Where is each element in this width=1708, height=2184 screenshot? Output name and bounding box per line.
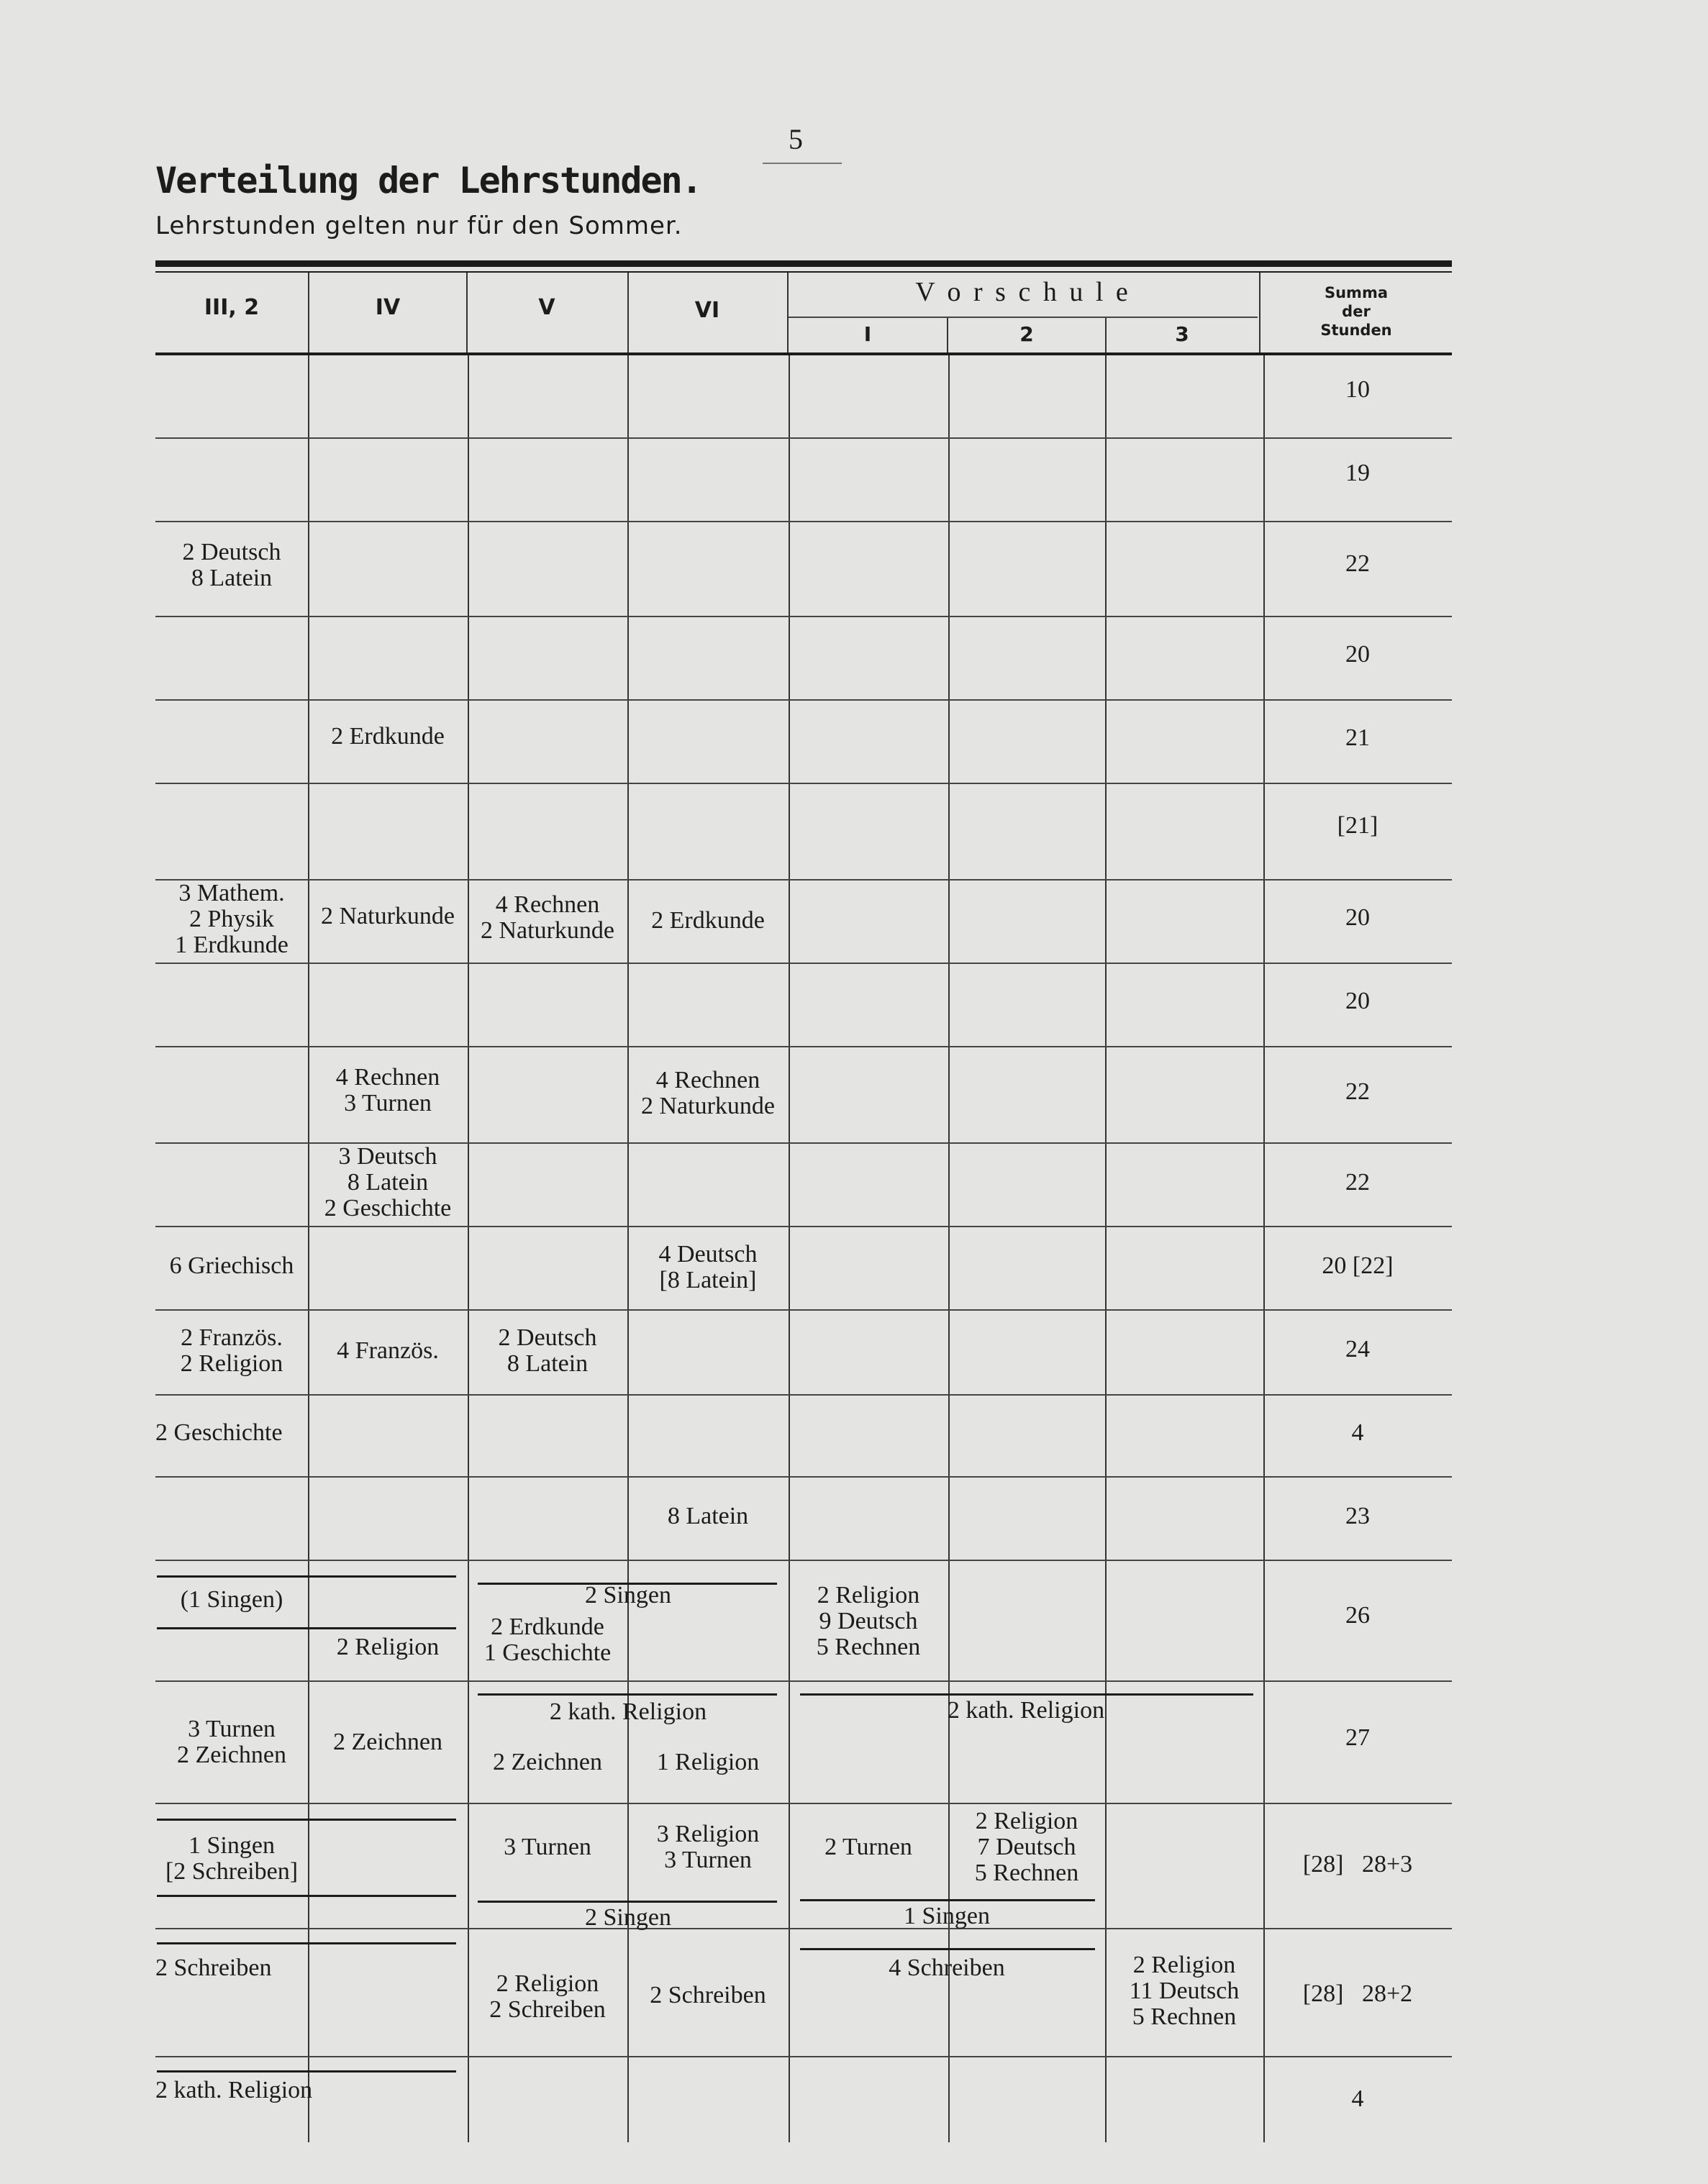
sum-cell: [28] 28+2 bbox=[1302, 1980, 1413, 2007]
row-divider bbox=[155, 521, 1452, 522]
cell: 2 kath. Religion bbox=[549, 1698, 707, 1725]
row-divider bbox=[155, 2056, 1452, 2057]
header-v1: I bbox=[863, 322, 872, 346]
column-divider bbox=[789, 355, 790, 2142]
page-title: Verteilung der Lehrstunden. bbox=[155, 160, 701, 201]
row-divider bbox=[155, 963, 1452, 964]
table-top-rule bbox=[155, 260, 1452, 267]
cell: 2 Naturkunde bbox=[320, 903, 455, 929]
cell: 2 Erdkunde bbox=[651, 907, 765, 934]
header-divider bbox=[787, 273, 789, 352]
header-divider bbox=[627, 273, 629, 352]
sum-cell: 24 bbox=[1345, 1336, 1370, 1362]
header-divider bbox=[947, 318, 948, 352]
table-top-rule-thin bbox=[155, 271, 1452, 273]
sum-cell: 22 bbox=[1345, 1078, 1370, 1105]
brace bbox=[478, 1683, 777, 1696]
brace bbox=[478, 1890, 777, 1903]
brace bbox=[157, 1885, 456, 1897]
cell: 3 Turnen 2 Zeichnen bbox=[177, 1716, 286, 1768]
header-divider bbox=[1105, 318, 1107, 352]
sum-cell: 21 bbox=[1345, 724, 1370, 751]
header-vorschule: V o r s c h u l e bbox=[915, 277, 1131, 307]
brace bbox=[478, 1573, 777, 1585]
row-divider bbox=[155, 699, 1452, 701]
cell: 3 Religion 3 Turnen bbox=[656, 1821, 760, 1873]
row-divider bbox=[155, 1803, 1452, 1804]
header-c4: VI bbox=[694, 298, 720, 323]
cell: 2 Deutsch 8 Latein bbox=[498, 1324, 597, 1377]
cell: 3 Deutsch 8 Latein 2 Geschichte bbox=[324, 1143, 452, 1221]
cell: 2 Schreiben bbox=[650, 1982, 766, 2008]
header-v2: 2 bbox=[1019, 322, 1034, 346]
header-bottom-rule bbox=[155, 352, 1452, 355]
cell: 2 Singen bbox=[585, 1582, 671, 1609]
cell: 2 Religion 7 Deutsch 5 Rechnen bbox=[974, 1808, 1079, 1886]
row-divider bbox=[155, 1394, 1452, 1396]
cell: 2 Schreiben bbox=[155, 1955, 272, 1981]
page-subtitle: Lehrstunden gelten nur für den Sommer. bbox=[155, 211, 683, 240]
brace bbox=[800, 1889, 1095, 1901]
cell: 4 Rechnen 3 Turnen bbox=[335, 1064, 440, 1116]
cell: 3 Mathem. 2 Physik 1 Erdkunde bbox=[175, 880, 289, 958]
header-divider bbox=[308, 273, 309, 352]
cell: 2 Geschichte bbox=[155, 1419, 283, 1446]
brace bbox=[157, 1617, 456, 1629]
header-summa: Summa der Stunden bbox=[1320, 284, 1392, 339]
sum-cell: 20 [22] bbox=[1322, 1252, 1394, 1279]
header-c2: IV bbox=[375, 295, 401, 320]
cell: 2 Zeichnen bbox=[333, 1729, 442, 1755]
cell: 2 Französ. 2 Religion bbox=[180, 1324, 283, 1377]
brace bbox=[157, 1808, 456, 1821]
brace bbox=[157, 1932, 456, 1944]
brace bbox=[157, 2060, 456, 2072]
brace bbox=[800, 1938, 1095, 1950]
header-c1: III, 2 bbox=[204, 295, 260, 320]
sum-cell: [28] 28+3 bbox=[1302, 1851, 1413, 1878]
row-divider bbox=[155, 1309, 1452, 1311]
header-v3: 3 bbox=[1175, 322, 1189, 346]
sum-cell: 27 bbox=[1345, 1724, 1370, 1751]
column-divider bbox=[468, 355, 469, 2142]
cell: 2 Erdkunde 1 Geschichte bbox=[483, 1614, 612, 1666]
cell: 4 Deutsch [8 Latein] bbox=[658, 1241, 758, 1293]
cell: 2 Turnen bbox=[825, 1834, 912, 1860]
row-divider bbox=[155, 879, 1452, 881]
sum-cell: 4 bbox=[1351, 1419, 1364, 1446]
row-divider bbox=[155, 1560, 1452, 1561]
page-number: 5 bbox=[789, 123, 803, 155]
cell: 3 Turnen bbox=[504, 1834, 591, 1860]
column-divider bbox=[1105, 355, 1107, 2142]
row-divider bbox=[155, 1476, 1452, 1478]
cell: 1 Singen [2 Schreiben] bbox=[165, 1832, 299, 1885]
cell: 4 Französ. bbox=[337, 1337, 439, 1364]
cell: 6 Griechisch bbox=[169, 1252, 294, 1279]
row-divider bbox=[155, 1680, 1452, 1682]
cell: 2 Deutsch 8 Latein bbox=[182, 539, 281, 591]
cell: 2 Erdkunde bbox=[331, 723, 445, 750]
sum-cell: 22 bbox=[1345, 550, 1370, 577]
sum-cell: 4 bbox=[1351, 2085, 1364, 2112]
sum-cell: 19 bbox=[1345, 460, 1370, 486]
vorschule-subheader-rule bbox=[789, 317, 1258, 318]
cell: 4 Schreiben bbox=[889, 1955, 1005, 1981]
cell: 4 Rechnen 2 Naturkunde bbox=[640, 1067, 775, 1119]
sum-cell: [21] bbox=[1337, 812, 1378, 839]
cell: 2 Religion bbox=[336, 1634, 440, 1660]
cell: 2 Singen bbox=[585, 1904, 671, 1931]
brace bbox=[157, 1565, 456, 1578]
cell: 2 Zeichnen bbox=[493, 1749, 602, 1775]
header-c3: V bbox=[538, 295, 555, 320]
cell: 1 Religion bbox=[656, 1749, 760, 1775]
sum-cell: 10 bbox=[1345, 376, 1370, 403]
row-divider bbox=[155, 1226, 1452, 1227]
sum-cell: 23 bbox=[1345, 1503, 1370, 1529]
sum-cell: 20 bbox=[1345, 641, 1370, 668]
cell: 2 Religion 9 Deutsch 5 Rechnen bbox=[816, 1582, 921, 1660]
cell: 2 Religion 2 Schreiben bbox=[489, 1970, 606, 2023]
cell: 4 Rechnen 2 Naturkunde bbox=[480, 891, 614, 944]
cell: 2 kath. Religion bbox=[947, 1697, 1105, 1724]
row-divider bbox=[155, 1046, 1452, 1047]
cell: (1 Singen) bbox=[180, 1586, 283, 1613]
column-divider bbox=[308, 355, 309, 2142]
sum-cell: 20 bbox=[1345, 988, 1370, 1014]
brace bbox=[800, 1683, 1253, 1696]
cell: 2 Religion 11 Deutsch 5 Rechnen bbox=[1129, 1952, 1240, 2030]
cell: 1 Singen bbox=[904, 1903, 990, 1929]
sum-cell: 20 bbox=[1345, 904, 1370, 931]
header-divider bbox=[466, 273, 468, 352]
row-divider bbox=[155, 783, 1452, 784]
page-number-underline bbox=[763, 163, 842, 164]
header-divider bbox=[1259, 273, 1260, 352]
sum-cell: 26 bbox=[1345, 1602, 1370, 1629]
cell: 8 Latein bbox=[667, 1503, 749, 1529]
row-divider bbox=[155, 437, 1452, 439]
cell: 2 kath. Religion bbox=[155, 2077, 313, 2103]
row-divider bbox=[155, 616, 1452, 617]
sum-cell: 22 bbox=[1345, 1169, 1370, 1196]
